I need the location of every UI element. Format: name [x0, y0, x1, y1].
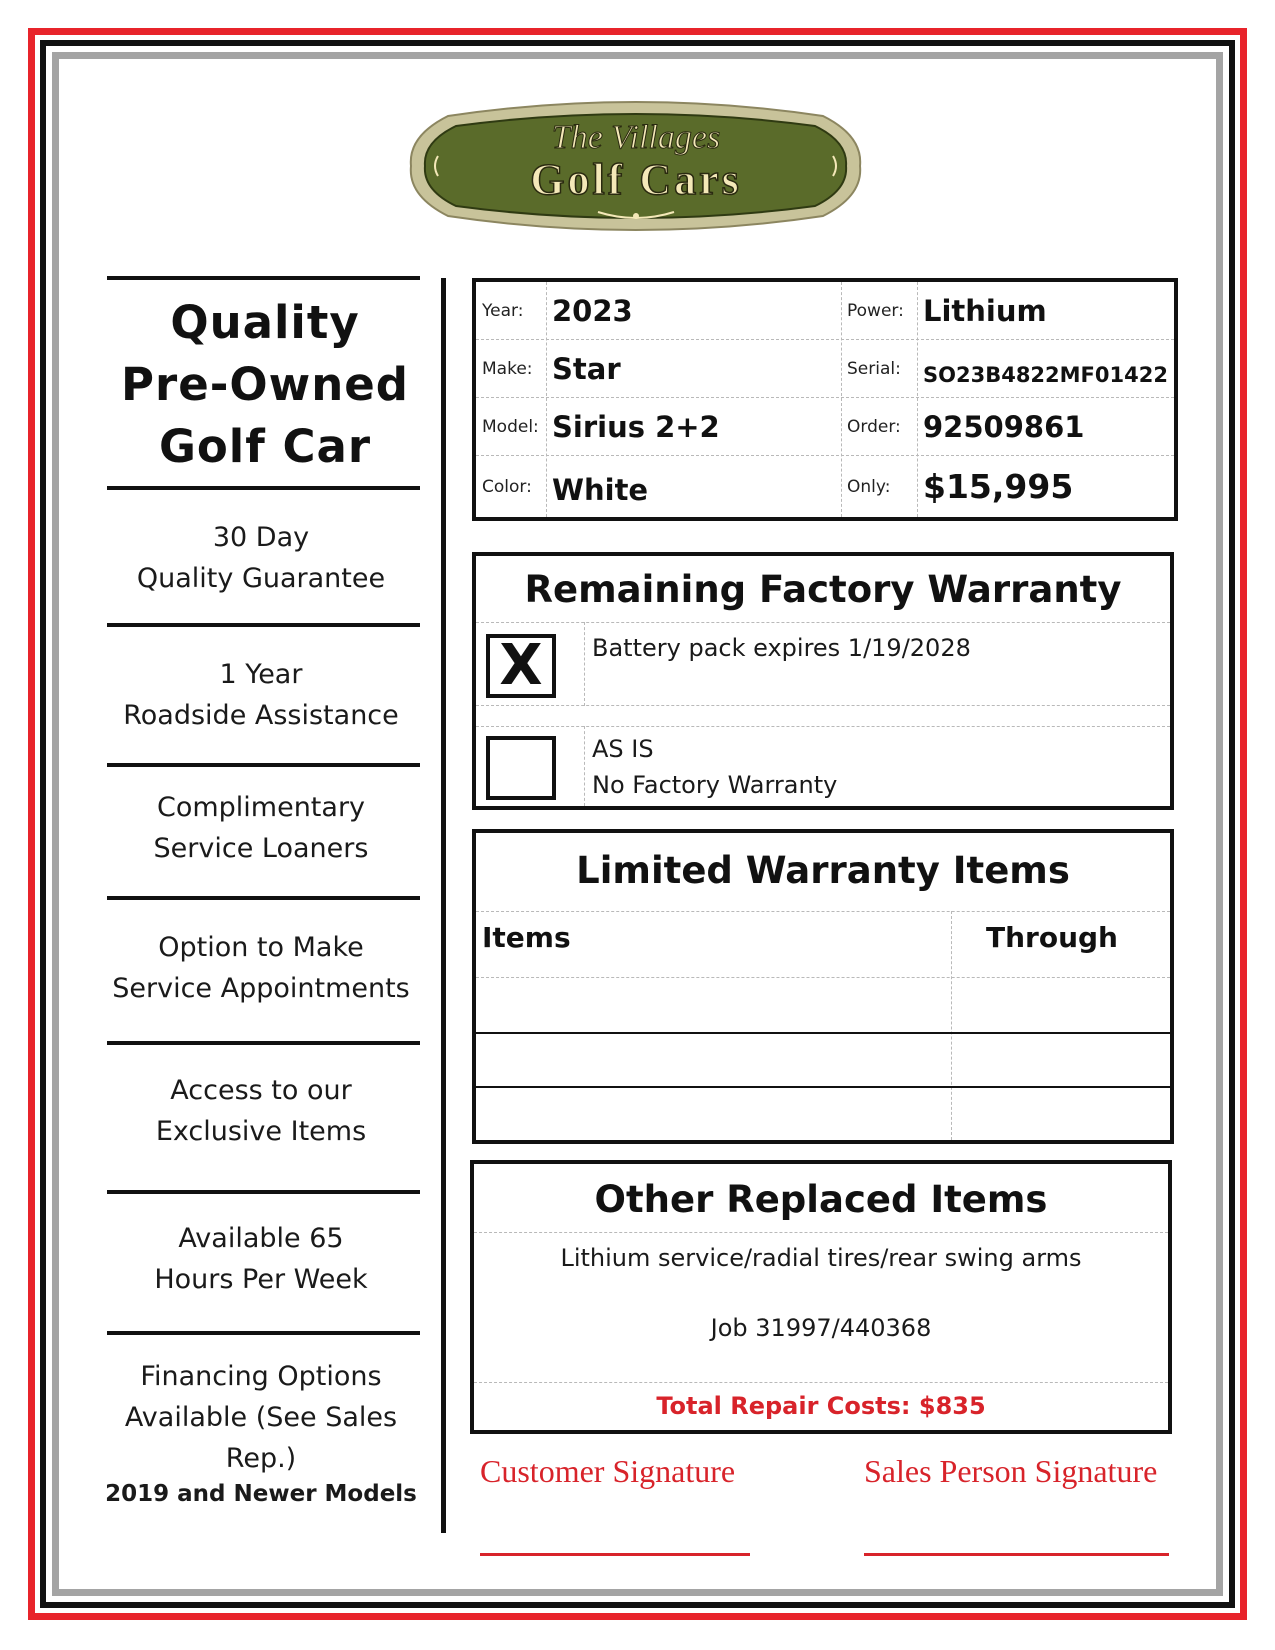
- perk-line: 1 Year: [219, 659, 303, 690]
- power-label: Power:: [847, 300, 904, 321]
- through-column-header: Through: [986, 921, 1118, 954]
- cell-divider: [584, 622, 585, 706]
- perk-line: Roadside Assistance: [123, 700, 399, 731]
- row-divider: [474, 1382, 1168, 1383]
- left-rule: [107, 1331, 420, 1335]
- limited-warranty-box: [472, 829, 1174, 1144]
- perk-line: Service Loaners: [153, 833, 369, 864]
- customer-signature-label: Customer Signature: [480, 1453, 736, 1489]
- order-label: Order:: [847, 416, 901, 437]
- row-divider: [476, 726, 1170, 727]
- other-replaced-box: [470, 1160, 1172, 1434]
- info-row-color: [476, 456, 1174, 517]
- page-title: [100, 292, 430, 478]
- table-row[interactable]: [476, 1034, 951, 1086]
- title-line: Golf Car: [158, 420, 372, 473]
- factory-warranty-title: Remaining Factory Warranty: [524, 568, 1122, 611]
- perk-line: Quality Guarantee: [136, 563, 386, 594]
- perk-exclusive-items: [86, 1070, 436, 1152]
- left-rule: [107, 1190, 420, 1194]
- title-line: Quality: [170, 296, 360, 349]
- battery-warranty-checkbox[interactable]: [486, 634, 556, 698]
- checkbox-mark: X: [499, 633, 543, 698]
- serial-label: Serial:: [847, 358, 901, 379]
- limited-warranty-title: Limited Warranty Items: [576, 849, 1070, 892]
- column-divider: [441, 278, 446, 1533]
- left-rule: [107, 623, 420, 627]
- left-rule: [107, 1041, 420, 1045]
- left-rule: [107, 486, 420, 490]
- info-row-make: [476, 340, 1174, 398]
- logo-line1: The Villages: [551, 119, 721, 156]
- other-replaced-title: Other Replaced Items: [594, 1178, 1048, 1221]
- power-value: Lithium: [923, 293, 1047, 328]
- perk-line: Option to Make: [158, 932, 364, 963]
- battery-warranty-text: [592, 630, 971, 666]
- info-row-model: [476, 398, 1174, 456]
- order-value: 92509861: [923, 409, 1085, 444]
- perk-roadside-assistance: [86, 654, 436, 736]
- perk-service-loaners: [86, 787, 436, 869]
- serial-value: SO23B4822MF01422: [923, 362, 1168, 387]
- replaced-items-text: Lithium service/radial tires/rear swing arms: [560, 1244, 1082, 1272]
- sales-signature-label: Sales Person Signature: [864, 1453, 1158, 1489]
- villages-golf-cars-logo: [408, 96, 863, 236]
- price-label: Only:: [847, 476, 891, 497]
- job-number-text: Job 31997/440368: [710, 1314, 932, 1342]
- perk-line: Service Appointments: [112, 973, 410, 1004]
- warranty-option-label: AS IS: [592, 735, 654, 763]
- customer-signature-line[interactable]: [480, 1553, 750, 1556]
- perk-quality-guarantee: [86, 517, 436, 599]
- logo-line2: Golf Cars: [530, 155, 742, 204]
- items-column-header: Items: [482, 921, 571, 954]
- make-label: Make:: [482, 358, 533, 379]
- model-value: Sirius 2+2: [552, 409, 720, 444]
- title-line: Pre-Owned: [121, 358, 409, 411]
- table-row[interactable]: [476, 978, 951, 1032]
- row-divider: [476, 911, 1170, 912]
- price-value: $15,995: [923, 467, 1074, 506]
- perk-line: Exclusive Items: [155, 1116, 367, 1147]
- perk-line: Financing Options: [140, 1361, 382, 1392]
- row-divider: [476, 705, 1170, 706]
- as-is-checkbox[interactable]: [486, 736, 556, 800]
- color-label: Color:: [482, 476, 532, 497]
- perk-line: Available (See Sales Rep.): [124, 1402, 398, 1474]
- info-row-year: [476, 282, 1174, 340]
- left-rule: [107, 763, 420, 767]
- total-repair-costs: Total Repair Costs: $835: [656, 1392, 986, 1420]
- year-label: Year:: [482, 300, 524, 321]
- perk-financing: [86, 1356, 436, 1509]
- perk-line: Access to our: [170, 1075, 352, 1106]
- as-is-text: [592, 731, 837, 803]
- perk-service-appointments: [86, 927, 436, 1009]
- cell-divider: [951, 911, 952, 1140]
- perk-line: 30 Day: [212, 522, 310, 553]
- warranty-option-sublabel: No Factory Warranty: [592, 771, 838, 799]
- row-divider: [474, 1232, 1168, 1233]
- left-rule: [107, 276, 420, 280]
- year-value: 2023: [552, 293, 633, 328]
- sales-signature-line[interactable]: [864, 1553, 1169, 1556]
- perk-hours: [86, 1218, 436, 1300]
- vehicle-info-table: [472, 278, 1178, 521]
- left-rule: [107, 896, 420, 900]
- perk-line: Available 65: [178, 1223, 344, 1254]
- warranty-option-label: Battery pack expires 1/19/2028: [592, 634, 971, 662]
- factory-warranty-box: [472, 552, 1174, 810]
- perk-line: Complimentary: [156, 792, 366, 823]
- make-value: Star: [552, 351, 621, 386]
- row-divider: [476, 622, 1170, 623]
- table-row[interactable]: [476, 1088, 951, 1140]
- color-value: White: [552, 472, 649, 507]
- perk-line: Hours Per Week: [154, 1264, 368, 1295]
- model-label: Model:: [482, 416, 539, 437]
- cell-divider: [584, 726, 585, 806]
- perk-note: 2019 and Newer Models: [105, 1481, 417, 1507]
